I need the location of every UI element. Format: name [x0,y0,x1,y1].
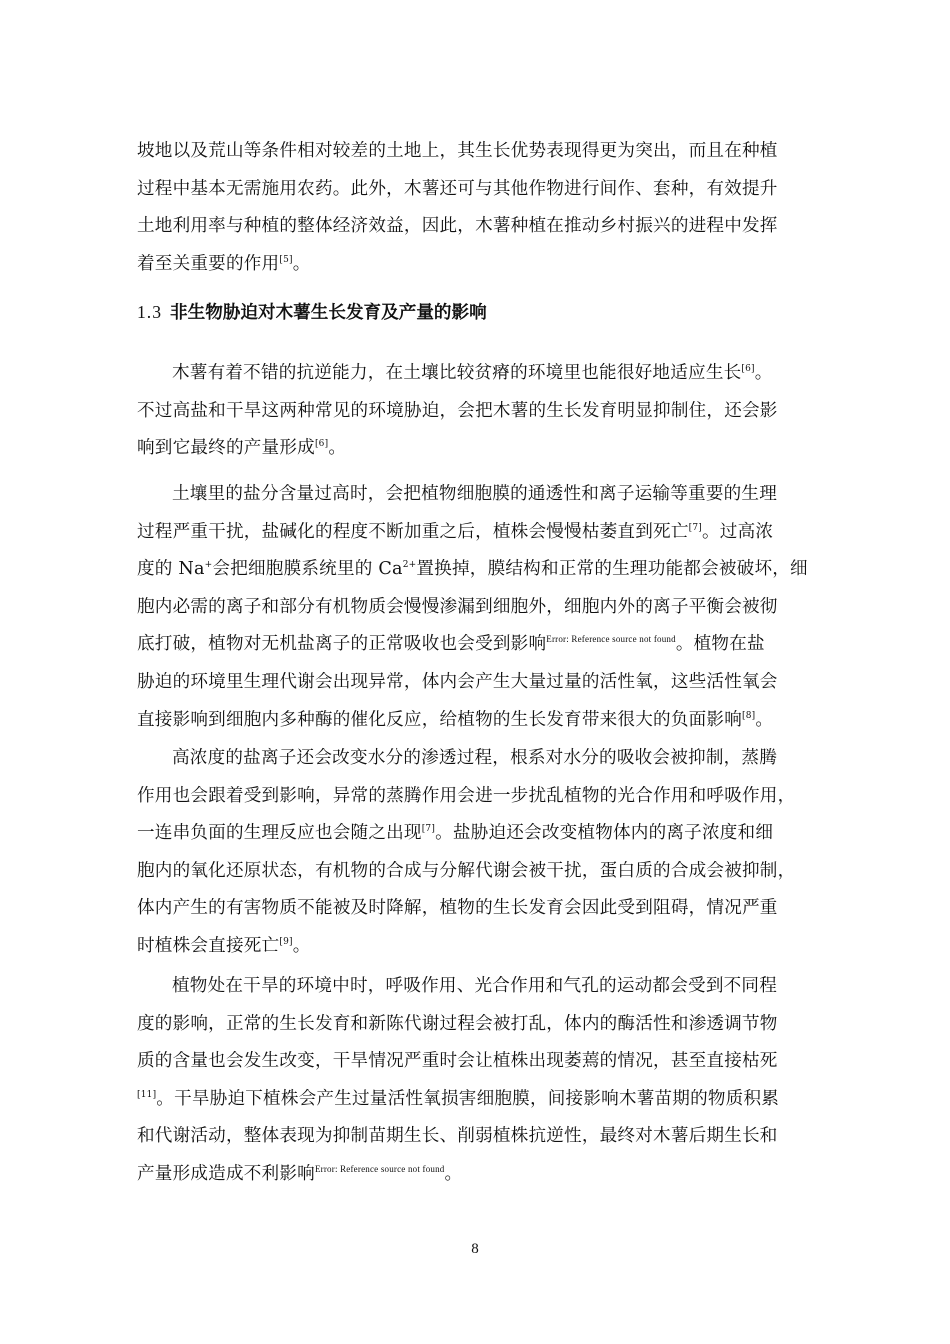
text-line: 土地利用率与种植的整体经济效益，因此，木薯种植在推动乡村振兴的进程中发挥 [137,216,778,237]
ion-charge: + [204,560,213,571]
text-line: 质的含量也会发生改变，干旱情况严重时会让植株出现萎蔫的情况，甚至直接枯死 [137,1051,778,1072]
text-line: 作用也会跟着受到影响，异常的蒸腾作用会进一步扰乱植物的光合作用和呼吸作用， [137,785,796,806]
citation-ref: [5] [279,254,293,265]
text-line [137,430,837,468]
text-run: 过程严重干扰，盐碱化的程度不断加重之后，植株会慢慢枯萎直到死亡 [137,521,689,542]
section-heading [137,298,487,327]
text-line: 坡地以及荒山等条件相对较差的土地上，其生长优势表现得更为突出，而且在种植 [137,141,778,161]
section-number: 1.3 [137,302,162,322]
ion-charge: 2+ [402,560,417,571]
text-line [137,1156,837,1194]
text-line [137,1081,837,1119]
citation-ref: [11] [137,1089,157,1100]
paragraph-4 [137,968,837,1194]
text-run: 。干旱胁迫下植株会产生过量活性氧损害细胞膜，间接影响木薯苗期的物质积累 [156,1088,780,1109]
citation-ref: [6] [314,439,329,450]
text-run: 置换掉，膜结构和正常的生理功能都会被破坏，细 [416,559,808,580]
text-run: 。 [292,253,311,274]
text-line: 土壤里的盐分含量过高时，会把植物细胞膜的通透性和离子运输等重要的生理 [172,484,777,504]
text-run: 。 [444,1163,463,1184]
text-line [137,246,837,284]
text-line: 胞内的氧化还原状态，有机物的合成与分解代谢会被干扰，蛋白质的合成会被抑制， [137,860,796,881]
broken-reference: Error: Reference source not found [546,634,676,645]
citation-ref: [9] [279,936,293,947]
text-line: 和代谢活动，整体表现为抑制苗期生长、削弱植株抗逆性，最终对木薯后期生长和 [137,1126,778,1147]
text-line: 过程中基本无需施用农药。此外，木薯还可与其他作物进行间作、套种，有效提升 [137,178,778,199]
text-line [137,514,837,552]
text-line: 体内产生的有害物质不能被及时降解，植物的生长发育会因此受到阻碍，情况严重 [137,898,778,919]
text-run: 产量形成造成不利影响 [137,1163,315,1184]
text-run: 。过高浓 [701,521,774,542]
page-number: 8 [471,1241,479,1257]
text-line [137,626,837,664]
broken-reference: Error: Reference source not found [314,1163,445,1174]
text-run: 底打破，植物对无机盐离子的正常吸收也会受到影响 [137,634,547,655]
text-line [137,928,837,966]
text-run: 。 [755,709,774,730]
text-run: 响到它最终的产量形成 [137,438,315,459]
text-line: 植物处在干旱的环境中时，呼吸作用、光合作用和气孔的运动都会受到不同程 [172,976,777,996]
paragraph-1 [137,355,837,468]
text-line [137,815,837,853]
text-line: 胁迫的环境里生理代谢会出现异常，体内会产生大量过量的活性氧，这些活性氧会 [137,671,778,692]
text-run: 会把细胞膜系统里的 Ca [212,559,403,580]
text-run: 木薯有着不错的抗逆能力，在土壤比较贫瘠的环境里也能很好地适应生长 [172,363,742,383]
text-run: 。 [754,363,773,383]
text-run: 一连串负面的生理反应也会随之出现 [137,823,422,844]
citation-ref: [8] [742,710,756,721]
text-run: 。 [328,438,347,459]
citation-ref: [7] [688,522,702,533]
paragraph-3 [137,740,837,966]
citation-ref: [7] [421,824,436,835]
text-line: 高浓度的盐离子还会改变水分的渗透过程，根系对水分的吸收会被抑制，蒸腾 [172,748,777,768]
text-line [137,702,837,740]
text-run: 。植物在盐 [675,634,765,655]
text-line [137,355,837,393]
text-run: 着至关重要的作用 [137,253,280,274]
section-title: 非生物胁迫对木薯生长发育及产量的影响 [170,303,487,323]
text-run: 。盐胁迫还会改变植物体内的离子浓度和细 [435,823,774,844]
text-line [137,551,837,589]
text-run: 度的 Na [137,559,205,580]
text-line: 胞内必需的离子和部分有机物质会慢慢渗漏到细胞外，细胞内外的离子平衡会被彻 [137,596,778,617]
citation-ref: [6] [741,364,755,374]
intro-paragraph [137,133,837,283]
text-line: 度的影响，正常的生长发育和新陈代谢过程会被打乱，体内的酶活性和渗透调节物 [137,1013,778,1034]
text-run: 时植株会直接死亡 [137,935,280,956]
text-line: 不过高盐和干旱这两种常见的环境胁迫，会把木薯的生长发育明显抑制住，还会影 [137,400,778,421]
text-run: 。 [292,935,311,956]
text-run: 直接影响到细胞内多种酶的催化反应，给植物的生长发育带来很大的负面影响 [137,709,742,730]
paragraph-2 [137,476,837,739]
